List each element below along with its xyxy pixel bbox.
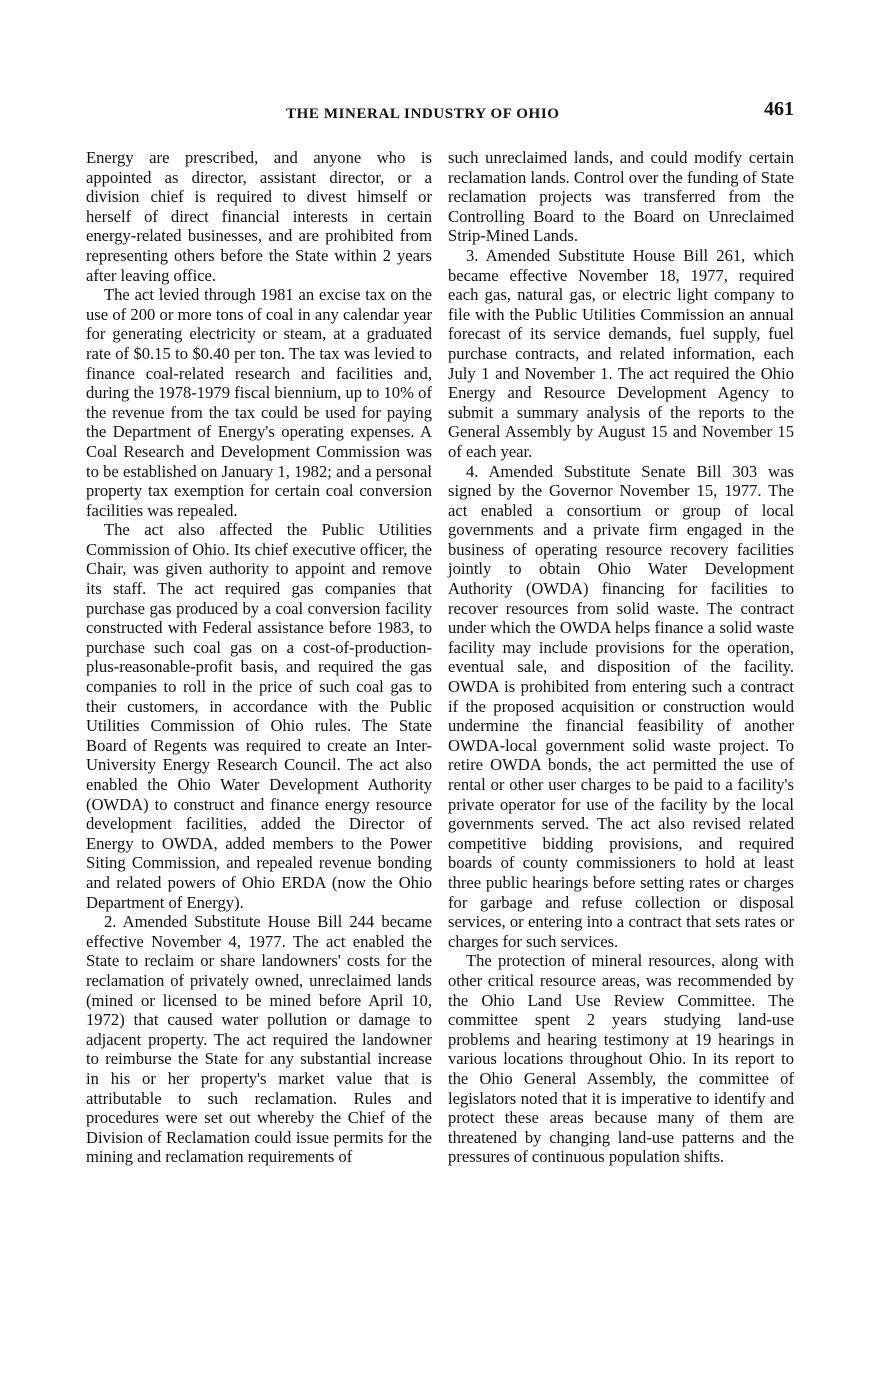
paragraph: 4. Amended Substitute Senate Bill 303 was signed by the Governor November 15, 1977. The act enabled a consortium or group of local governments and a private firm engaged in the business of operating resource recovery facilities jointly to obtain Ohio Water Development Authority (OWDA) financing for facilities to recover resources from solid waste. The contract under which the OWDA helps finance a solid waste facility may include provisions for the operation, eventual sale, and disposition of the facility. OWDA is prohibited from entering such a contract if the proposed acquisition or construction would undermine the financial feasibility of another OWDA-local government solid waste project. To retire OWDA bonds, the act permitted the use of rental or other user charges to be paid to a facility's private operator for use of the facility by the local governments served. The act also revised related competitive bidding provisions, and required boards of county commissioners to hold at least three public hearings before setting rates or charges for garbage and refuse collection or disposal services, or entering into a contract that sets rates or charges for such services. bbox=[448, 461, 794, 951]
page-header bbox=[86, 98, 794, 128]
paragraph: The act also affected the Public Utilities Commission of Ohio. Its chief executive officer, the Chair, was given authority to appoint and remove its staff. The act required gas companies that purchase gas produced by a coal conversion facility constructed with Federal assistance before 1983, to purchase such coal gas on a cost-of-production-plus-reasonable-profit basis, and required the gas companies to roll in the price of such coal gas to their customers, in accordance with the Public Utilities Commission of Ohio rules. The State Board of Regents was required to create an Inter-University Energy Research Council. The act also enabled the Ohio Water Development Authority (OWDA) to construct and finance energy resource development facilities, added the Director of Energy to OWDA, added members to the Power Siting Commission, and repealed revenue bonding and related powers of Ohio ERDA (now the Ohio Department of Energy). bbox=[86, 520, 432, 912]
paragraph: 2. Amended Substitute House Bill 244 became effective November 4, 1977. The act enabled the State to reclaim or share landowners' costs for the reclamation of privately owned, unreclaimed lands (mined or licensed to be mined before April 10, 1972) that caused water pollution or damage to adjacent property. The act required the landowner to reimburse the State for any substantial increase in his or her property's market value that is attributable to such reclamation. Rules and procedures were set out whereby the Chief of the Division of Reclamation could issue permits for the mining and reclamation requirements of bbox=[86, 912, 432, 1167]
paragraph: 3. Amended Substitute House Bill 261, which became effective November 18, 1977, required each gas, natural gas, or electric light company to file with the Public Utilities Commission an annual forecast of its service demands, fuel supply, fuel purchase contracts, and related information, each July 1 and November 1. The act required the Ohio Energy and Resource Development Agency to submit a summary analysis of the reports to the General Assembly by August 15 and November 15 of each year. bbox=[448, 245, 794, 461]
page-number: 461 bbox=[764, 98, 794, 120]
paragraph: Energy are prescribed, and anyone who is appointed as director, assistant director, or a division chief is required to divest himself or herself of direct financial interests in certain energy-related businesses, and are prohibited from representing others before the State within 2 years after leaving office. bbox=[86, 148, 432, 285]
paragraph: The act levied through 1981 an excise tax on the use of 200 or more tons of coal in any calendar year for generating electricity or steam, at a graduated rate of $0.15 to $0.40 per ton. The tax was levied to finance coal-related research and facilities and, during the 1978-1979 fiscal biennium, up to 10% of the revenue from the tax could be used for paying the Department of Energy's operating expenses. A Coal Research and Development Commission was to be established on January 1, 1982; and a personal property tax exemption for certain coal conversion facilities was repealed. bbox=[86, 285, 432, 520]
paragraph: such unreclaimed lands, and could modify certain reclamation lands. Control over the funding of State reclamation projects was transferred from the Controlling Board to the Board on Unreclaimed Strip-Mined Lands. bbox=[448, 148, 794, 246]
running-head: THE MINERAL INDUSTRY OF OHIO bbox=[286, 106, 560, 122]
right-column bbox=[448, 148, 794, 1167]
paragraph: The protection of mineral resources, along with other critical resource areas, was recommended by the Ohio Land Use Review Committee. The committee spent 2 years studying land-use problems and hearing testimony at 19 hearings in various locations throughout Ohio. In its report to the Ohio General Assembly, the committee of legislators noted that it is imperative to identify and protect these areas because many of them are threatened by changing land-use patterns and the pressures of continuous population shifts. bbox=[448, 951, 794, 1167]
left-column bbox=[86, 148, 432, 1167]
